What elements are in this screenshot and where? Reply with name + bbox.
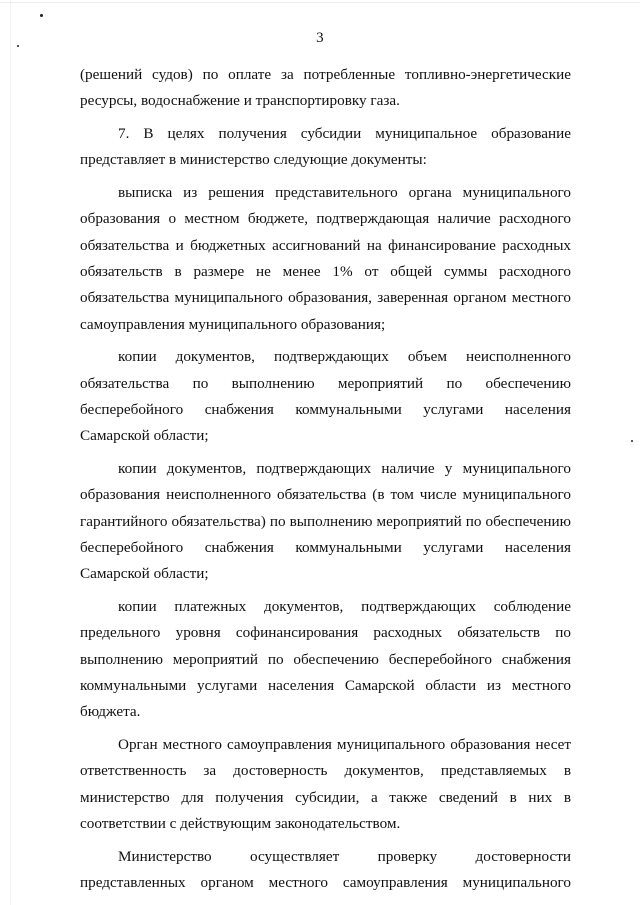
page-number: 3 xyxy=(316,30,324,46)
paragraph-copies-volume: копии документов, подтверждающих объем неисполненного обязательства по выполнению мероприятий по обеспечению бесперебойного снабжения коммунальными услугами населения Самарской области; xyxy=(80,348,571,445)
scan-edge-line xyxy=(10,0,11,905)
document-body xyxy=(80,62,571,896)
paragraph-copies-presence: копии документов, подтверждающих наличие у муниципального образования неисполненного обязательства (в том числе муниципального гарантийного обязательства) по выполнению мероприятий по обеспечению бесперебойного снабжения коммунальными услугами населения Самарской области; xyxy=(80,460,571,583)
scan-top-line xyxy=(0,2,640,3)
paragraph-ministry-check: Министерство осуществляет проверку достоверности представленных органом местного самоуправления муниципального xyxy=(80,847,571,892)
paragraph-continuation: (решений судов) по оплате за потребленные топливно-энергетические ресурсы, водоснабжение и транспортировку газа. xyxy=(80,66,571,110)
paragraph-item-7: 7. В целях получения субсидии муниципальное образование представляет в министерство следующие документы: xyxy=(80,125,571,169)
scan-speck xyxy=(631,440,633,442)
paragraph-responsibility: Орган местного самоуправления муниципального образования несет ответственность за достоверность документов, представляемых в министерство для получения субсидии, а также сведений в них в соответствии с действующим законодательством. xyxy=(80,736,571,833)
scan-speck xyxy=(40,14,43,17)
paragraph-budget-extract: выписка из решения представительного органа муниципального образования о местном бюджете, подтверждающая наличие расходного обязательства и бюджетных ассигнований на финансирование расходных обязательств в размере не менее 1% от общей суммы расходного обязательства муниципального образования, заверенная органом местного самоуправления муниципального образования; xyxy=(80,184,571,333)
paragraph-payment-copies: копии платежных документов, подтверждающих соблюдение предельного уровня софинансирования расходных обязательств по выполнению мероприятий по обеспечению бесперебойного снабжения коммунальными услугами населения Самарской области из местного бюджета. xyxy=(80,598,571,721)
